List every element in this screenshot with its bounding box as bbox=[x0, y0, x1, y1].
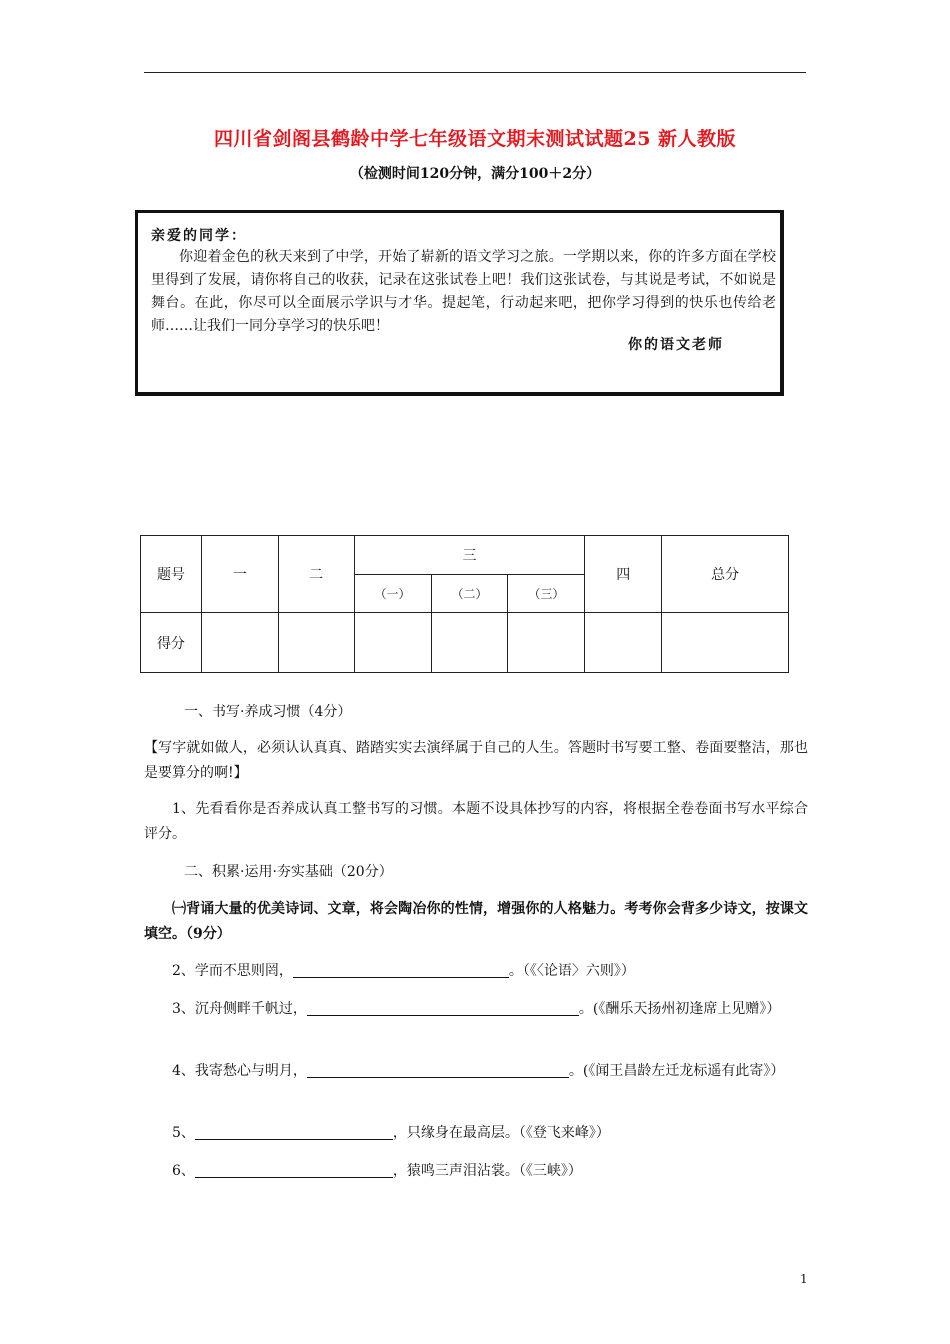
col-3-header: 三 bbox=[354, 536, 585, 575]
score-cell[interactable] bbox=[585, 613, 662, 673]
question-6-prefix: 6、 bbox=[172, 1163, 195, 1179]
letter-box bbox=[135, 210, 784, 396]
section-1-note: 【写字就如做人，必须认认真真、踏踏实实去演绎属于自己的人生。答题时书写要工整、卷面要整洁，那也是要算分的啊!】 bbox=[144, 740, 808, 781]
question-2-prefix: 2、学而不思则罔， bbox=[172, 963, 293, 979]
question-3-prefix: 3、沉舟侧畔千帆过， bbox=[172, 1001, 307, 1017]
total-header: 总分 bbox=[662, 536, 789, 613]
question-4 bbox=[144, 1059, 808, 1084]
question-4-suffix: 。(《闻王昌龄左迁龙标遥有此寄》） bbox=[568, 1063, 785, 1079]
answer-blank[interactable] bbox=[293, 961, 509, 978]
question-5-suffix: ，只缘身在最高层。（《登飞来峰》） bbox=[392, 1125, 610, 1141]
header-label-cell: 题号 bbox=[141, 536, 202, 613]
col-3-sub-2: （二） bbox=[431, 575, 508, 613]
part-1-instructions: ㈠背诵大量的优美诗词、文章，将会陶冶你的性情，增强你的人格魅力。考考你会背多少诗文，按课文填空。（9分） bbox=[144, 901, 808, 942]
score-cell[interactable] bbox=[278, 613, 354, 673]
letter-greeting: 亲爱的同学： bbox=[151, 228, 247, 244]
question-2 bbox=[172, 959, 635, 984]
answer-blank[interactable] bbox=[307, 1061, 569, 1078]
section-2-title: 二、积累·运用·夯实基础（20分） bbox=[184, 864, 393, 880]
col-3-sub-1: （一） bbox=[354, 575, 431, 613]
question-6-suffix: ，猿鸣三声泪沾裳。（《三峡》） bbox=[392, 1163, 582, 1179]
answer-blank[interactable] bbox=[307, 999, 579, 1016]
answer-blank[interactable] bbox=[195, 1161, 393, 1178]
score-cell[interactable] bbox=[201, 613, 278, 673]
question-3-suffix: 。(《酬乐天扬州初逢席上见赠》） bbox=[578, 1001, 781, 1017]
question-5-prefix: 5、 bbox=[172, 1125, 195, 1141]
question-2-suffix: 。（《〈论语〉六则》） bbox=[508, 963, 635, 979]
question-6 bbox=[172, 1159, 582, 1184]
score-row-label: 得分 bbox=[141, 613, 202, 673]
question-1: 1、先看看你是否养成认真工整书写的习惯。本题不设具体抄写的内容，将根据全卷卷面书写水平综合评分。 bbox=[144, 801, 808, 842]
question-4-prefix: 4、我寄愁心与明月， bbox=[172, 1063, 307, 1079]
col-4-header: 四 bbox=[585, 536, 662, 613]
col-2-header: 二 bbox=[278, 536, 354, 613]
score-table bbox=[140, 535, 789, 673]
letter-body: 你迎着金色的秋天来到了中学，开始了崭新的语文学习之旅。一学期以来，你的许多方面在学校里得到了发展，请你将自己的收获，记录在这张试卷上吧！我们这张试卷，与其说是考试，不如说是舞台。在此，你尽可以全面展示学识与才华。提起笔，行动起来吧，把你学习得到的快乐也传给老师……让我们一同分享学习的快乐吧！ bbox=[151, 249, 776, 334]
letter-signature: 你的语文老师 bbox=[628, 337, 724, 353]
col-1-header: 一 bbox=[201, 536, 278, 613]
question-5 bbox=[172, 1121, 610, 1146]
top-rule bbox=[144, 72, 806, 73]
col-3-sub-3: （三） bbox=[508, 575, 585, 613]
score-cell[interactable] bbox=[431, 613, 508, 673]
score-cell[interactable] bbox=[508, 613, 585, 673]
page-title: 四川省剑阁县鹤龄中学七年级语文期末测试试题25 新人教版 bbox=[213, 128, 737, 150]
section-1-title: 一、书写·养成习惯（4分） bbox=[184, 704, 352, 720]
score-cell[interactable] bbox=[354, 613, 431, 673]
score-cell[interactable] bbox=[662, 613, 789, 673]
answer-blank[interactable] bbox=[195, 1123, 393, 1140]
page-number: 1 bbox=[800, 1272, 808, 1286]
exam-subtitle: （检测时间120分钟，满分100＋2分） bbox=[349, 166, 601, 182]
question-3 bbox=[144, 997, 808, 1022]
